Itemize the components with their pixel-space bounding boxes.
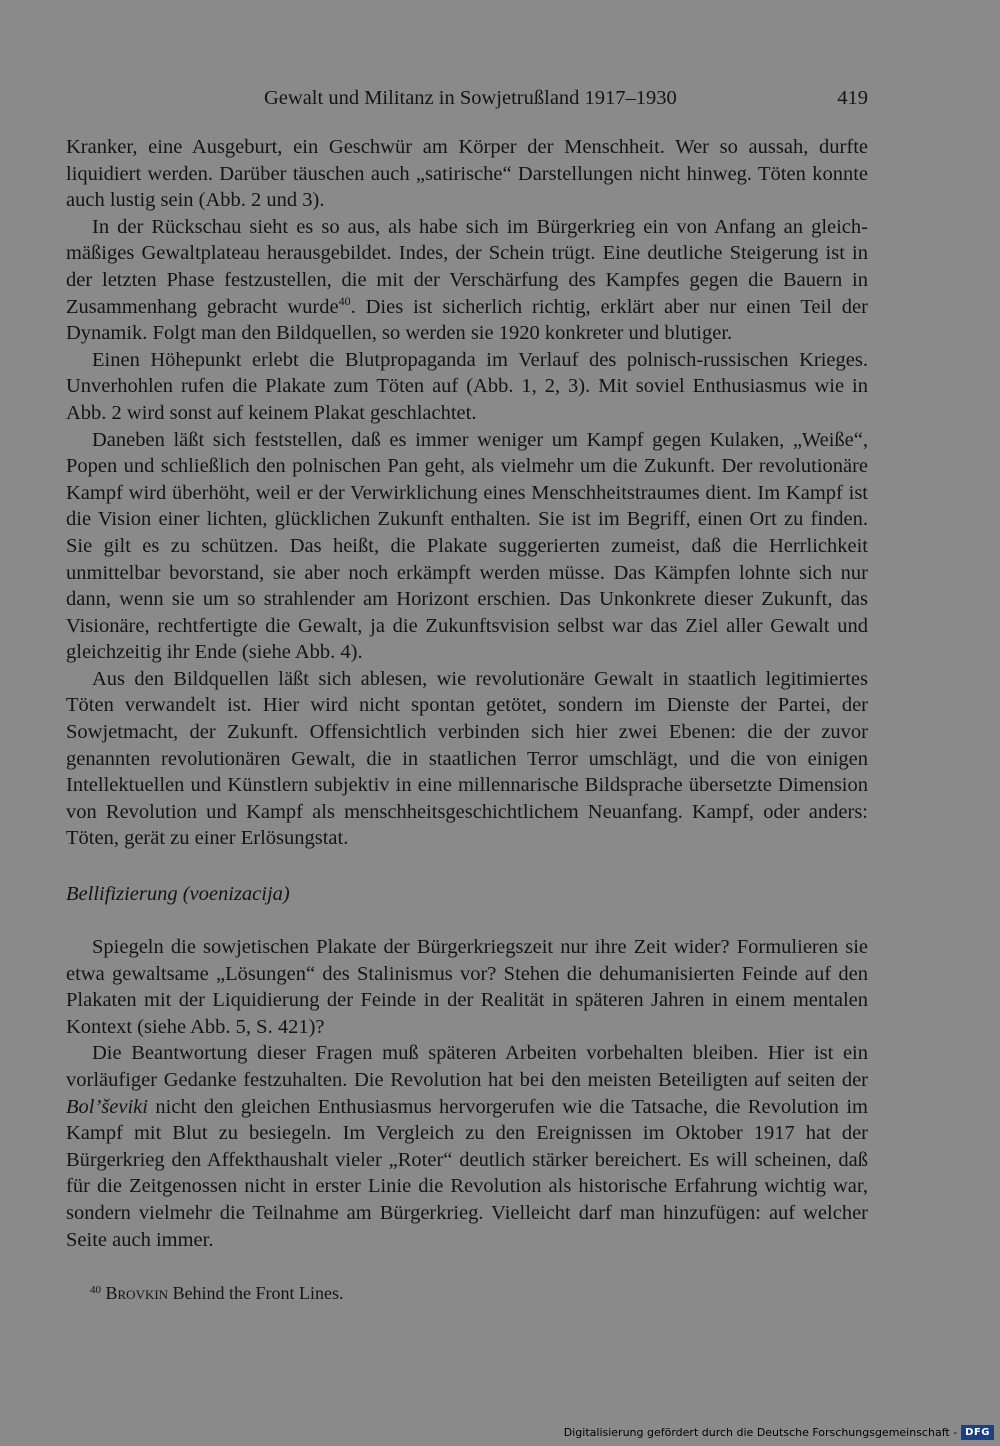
paragraph-text: In der Rückschau sieht es so aus, als habe sich im Bürgerkrieg ein von Anfang an gleichmäßiges Gewaltplateau herausgebildet. Indes, der Schein trügt. Eine deutliche Steigerung ist in der letzten Phase festzustellen, die mit der Verschärfung des Kampfes gegen die Bauern in Zusammenhang gebracht wurde	[66, 215, 868, 318]
funding-credit	[564, 1421, 994, 1443]
footnote-author: Brovkin	[105, 1283, 169, 1303]
footnote	[90, 1278, 344, 1305]
footnote-marker: 40	[338, 293, 351, 308]
paragraph-text: nicht den gleichen Enthusiasmus hervorgerufen wie die Tatsache, die Revolution im Kampf mit Blut zu besiegeln. Im Vergleich zu den Ereignissen im Oktober 1917 hat der Bürgerkrieg den Affekthaushalt vieler „Roter“ deutlich stärker bereichert. Es will scheinen, daß für die Zeitgenossen nicht in erster Linie die Revolution als historische Erfahrung wichtig war, sondern vielmehr die Teilnahme am Bürgerkrieg. Vielleicht darf man hinzufügen: auf welcher Seite auch immer.	[66, 1095, 868, 1251]
credit-text: Digitalisierung gefördert durch die Deutsche Forschungsgemeinschaft -	[563, 1425, 958, 1439]
page-number: 419	[837, 87, 868, 109]
paragraph: Kranker, eine Ausgeburt, ein Geschwür am Körper der Menschheit. Wer so aussah, durfte liquidiert werden. Darüber täuschen auch „satirische“ Darstellungen nicht hinweg. Töten konnte auch lustig sein (Abb. 2 und 3).	[66, 136, 868, 212]
italic-term: Bol’ševiki	[66, 1095, 148, 1118]
footnote-number: 40	[90, 1284, 101, 1296]
running-title: Gewalt und Militanz in Sowjetrußland 1917–1930	[264, 87, 677, 109]
footnote-text: Behind the Front Lines.	[168, 1283, 344, 1303]
paragraph: Einen Höhepunkt erlebt die Blutpropaganda im Verlauf des polnisch-russischen Krieges. Unverhohlen rufen die Plakate zum Töten auf (Abb. 1, 2, 3). Mit soviel Enthusiasmus wie in Abb. 2 wird sonst auf keinem Plakat geschlachtet.	[66, 348, 868, 424]
paragraph	[66, 1040, 868, 1253]
paragraph	[66, 214, 868, 347]
paragraph-text: . Dies ist sicherlich richtig, erklärt aber nur einen Teil der Dynamik. Folgt man den Bildquellen, so werden sie 1920 konkreter und blutiger.	[66, 295, 868, 345]
paragraph: Aus den Bildquellen läßt sich ablesen, wie revolutionäre Gewalt in staatlich legitimiertes Töten verwandelt ist. Hier wird nicht spontan getötet, sondern im Dienste der Partei, der Sowjetmacht, der Zukunft. Offensichtlich verbinden sich hier zwei Ebenen: die der zuvor genannten revolutionären Gewalt, die in staatlichen Terror umschlägt, und die von einigen Intellektuellen und Künstlern subjektiv in eine millennarische Bildsprache übersetzte Dimension von Revolution und Kampf als menschheitsgeschichtlichem Neuanfang. Kampf, oder anders: Töten, gerät zu einer Erlösungstat.	[66, 667, 868, 850]
section-text	[66, 934, 868, 1253]
paragraph: Daneben läßt sich feststellen, daß es immer weniger um Kampf gegen Kulaken, „Weiße“, Popen und schließlich den polnischen Pan geht, als vielmehr um die Zukunft. Der revolutionäre Kampf wird überhöht, weil er der Verwirklichung eines Menschheitstraumes dient. Im Kampf ist die Vision einer lichten, glücklichen Zukunft enthalten. Sie ist im Begriff, einen Ort zu finden. Sie gilt es zu schützen. Das heißt, die Plakate suggerierten zumeist, daß die Herrlichkeit unmittelbar bevorstand, sie aber noch erkämpft werden müsse. Das Kämpfen lohnte sich nur dann, wenn sie um so strahlender am Horizont erschien. Das Unkonkrete dieser Zukunft, das Visionäre, rechtfertigte die Gewalt, ja die Zukunftsvision selbst war das Ziel aller Gewalt und gleichzeitig ihr Ende (siehe Abb. 4).	[66, 428, 868, 664]
running-header	[66, 84, 868, 112]
dfg-logo-icon: DFG	[961, 1425, 994, 1440]
section-heading: Bellifizierung (voenizacija)	[66, 883, 290, 905]
main-text	[66, 134, 868, 852]
paragraph: Spiegeln die sowjetischen Plakate der Bürgerkriegszeit nur ihre Zeit wider? Formulieren sie etwa gewaltsame „Lösungen“ des Stalinismus vor? Stehen die dehumanisierten Feinde auf den Plakaten mit der Liquidierung der Feinde in der Realität in späteren Jahren in einem mentalen Kontext (siehe Abb. 5, S. 421)?	[66, 936, 868, 1038]
paragraph-text: Die Beantwortung dieser Fragen muß späteren Arbeiten vorbehalten bleiben. Hier ist ein vorläufiger Gedanke festzuhalten. Die Revolution hat bei den meisten Beteiligten auf seiten der	[66, 1042, 868, 1091]
